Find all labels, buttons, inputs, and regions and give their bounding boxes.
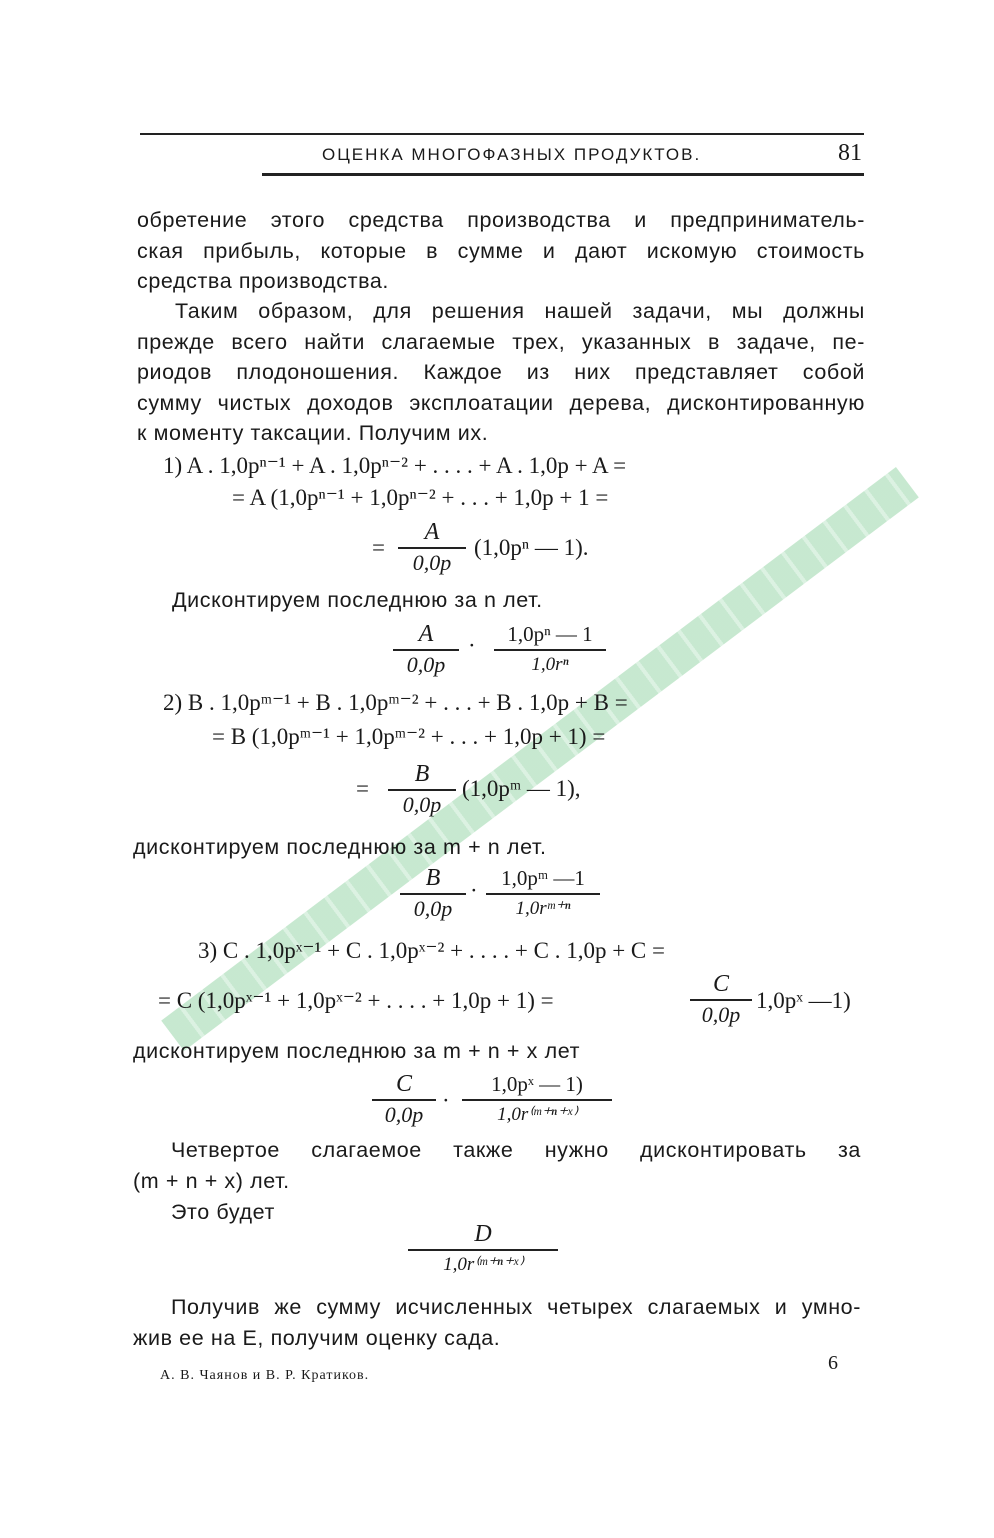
paragraph-line: Таким образом, для решения нашей задачи, мы должны <box>175 299 865 323</box>
disc-n-fraction-2 <box>494 620 606 678</box>
paragraph-line: к моменту таксации. Получим их. <box>137 421 489 445</box>
fraction-A-over-0p <box>398 518 466 576</box>
paragraph-line: риодов плодоношения. Каждое из них представляет собой <box>137 360 865 384</box>
paragraph-2 <box>137 296 865 449</box>
fraction-denominator: 0,0p <box>701 1001 741 1027</box>
paragraph-line: (m + n + x) лет. <box>133 1168 290 1193</box>
fraction-bar <box>372 1099 436 1101</box>
fraction-denominator: 0,0p <box>406 651 446 677</box>
paragraph-line: прежде всего найти слагаемые трех, указанных в задаче, пе- <box>137 329 865 354</box>
fraction-numerator: D <box>474 1221 492 1247</box>
fraction-bar <box>393 649 459 651</box>
paragraph-line: Четвертое слагаемое также нужно дисконтировать за <box>171 1138 861 1162</box>
footer-authors: А. В. Чаянов и В. Р. Кратиков. <box>160 1368 370 1383</box>
fraction-denominator: 0,0p <box>402 791 442 817</box>
formula-2-line-1: 2) B . 1,0pᵐ⁻¹ + B . 1,0pᵐ⁻² + . . . + B . 1,0p + B = <box>163 690 628 715</box>
formula-1-line-3-suffix: (1,0pⁿ — 1). <box>474 535 589 560</box>
fraction-denominator: 1,0r⁽ᵐ⁺ⁿ⁺ˣ⁾ <box>497 1103 577 1125</box>
fraction-denominator: 1,0r⁽ᵐ⁺ⁿ⁺ˣ⁾ <box>443 1253 523 1275</box>
formula-3-line-1: 3) C . 1,0pˣ⁻¹ + C . 1,0pˣ⁻² + . . . . + C . 1,0p + C = <box>198 938 665 963</box>
fraction-B-over-0p <box>388 760 456 818</box>
fraction-bar <box>388 789 456 791</box>
paragraph-line: Получив же сумму исчисленных четырех слагаемых и умно- <box>171 1295 861 1319</box>
eto-budet-text: Это будет <box>171 1200 275 1224</box>
multiply-dot: · <box>470 878 478 903</box>
paragraph-fourth-term <box>133 1135 861 1196</box>
fraction-numerator: C <box>712 971 729 997</box>
formula-1-line-1: 1) A . 1,0pⁿ⁻¹ + A . 1,0pⁿ⁻² + . . . . + A . 1,0p + A = <box>163 453 627 478</box>
formula-2-line-2: = B (1,0pᵐ⁻¹ + 1,0pᵐ⁻² + . . . + 1,0p + 1) = <box>212 724 606 749</box>
disc-n-text: Дисконтируем последнюю за n лет. <box>172 588 543 612</box>
fraction-denominator: 0,0p <box>413 895 453 921</box>
disc-mn-fraction-1 <box>400 864 466 922</box>
fraction-numerator: A <box>424 519 440 545</box>
disc-mnx-fraction-2 <box>462 1070 612 1128</box>
fraction-numerator: B <box>425 865 441 891</box>
disc-mnx-text: дисконтируем последнюю за m + n + x лет <box>133 1039 581 1063</box>
paragraph-line: обретение этого средства производства и предприниматель- <box>137 208 865 232</box>
header-rule-top <box>140 133 864 135</box>
multiply-dot: · <box>442 1088 450 1113</box>
fraction-numerator: 1,0pᵐ —1 <box>501 866 585 890</box>
fraction-bar <box>690 999 752 1001</box>
fraction-bar <box>398 547 466 549</box>
formula-2-line-3-suffix: (1,0pᵐ — 1), <box>462 776 581 801</box>
paragraph-line: жив ее на E, получим оценку сада. <box>133 1325 501 1350</box>
formula-1-equals: = <box>372 535 385 560</box>
fraction-bar <box>494 649 606 651</box>
paragraph-line: средства производства. <box>137 269 389 293</box>
formula-3-line-2-suffix: 1,0pˣ —1) <box>756 988 851 1013</box>
disc-n-fraction-1 <box>393 620 459 678</box>
multiply-dot: · <box>468 633 476 658</box>
fraction-bar <box>400 893 466 895</box>
disc-mn-text: дисконтируем последнюю за m + n лет. <box>133 835 547 859</box>
header-rule-bottom <box>262 173 864 176</box>
sheet-signature: 6 <box>828 1352 838 1374</box>
fraction-denominator: 1,0rᵐ⁺ⁿ <box>515 897 571 919</box>
fraction-numerator: 1,0pⁿ — 1 <box>507 622 593 646</box>
fraction-numerator: B <box>414 761 430 787</box>
fraction-denominator: 0,0p <box>412 549 452 575</box>
formula-3-line-2: = C (1,0pˣ⁻¹ + 1,0pˣ⁻² + . . . . + 1,0p + 1) = <box>158 988 554 1013</box>
fraction-bar <box>462 1099 612 1101</box>
paragraph-line: сумму чистых доходов эксплоатации дерева, дисконтированную <box>137 390 865 415</box>
paragraph-line: ская прибыль, которые в сумме и дают искомую стоимость <box>137 238 865 263</box>
fraction-C-over-0p <box>690 970 752 1028</box>
fraction-bar <box>486 893 600 895</box>
fraction-numerator: 1,0pˣ — 1) <box>491 1072 583 1096</box>
paragraph-final <box>133 1292 861 1353</box>
page-number: 81 <box>838 140 862 166</box>
fraction-denominator: 1,0rⁿ <box>531 653 569 675</box>
formula-1-line-2: = A (1,0pⁿ⁻¹ + 1,0pⁿ⁻² + . . . + 1,0p + 1 = <box>232 485 609 510</box>
paragraph-1 <box>137 205 865 297</box>
disc-mn-fraction-2 <box>486 864 600 922</box>
running-header-title: ОЦЕНКА МНОГОФАЗНЫХ ПРОДУКТОВ. <box>322 145 702 164</box>
formula-2-equals: = <box>356 776 369 801</box>
fraction-numerator: A <box>418 621 434 647</box>
fraction-denominator: 0,0p <box>384 1101 424 1127</box>
fraction-bar <box>408 1249 558 1251</box>
disc-mnx-fraction-1 <box>372 1070 436 1128</box>
fraction-D <box>408 1220 558 1278</box>
fraction-numerator: C <box>395 1071 412 1097</box>
